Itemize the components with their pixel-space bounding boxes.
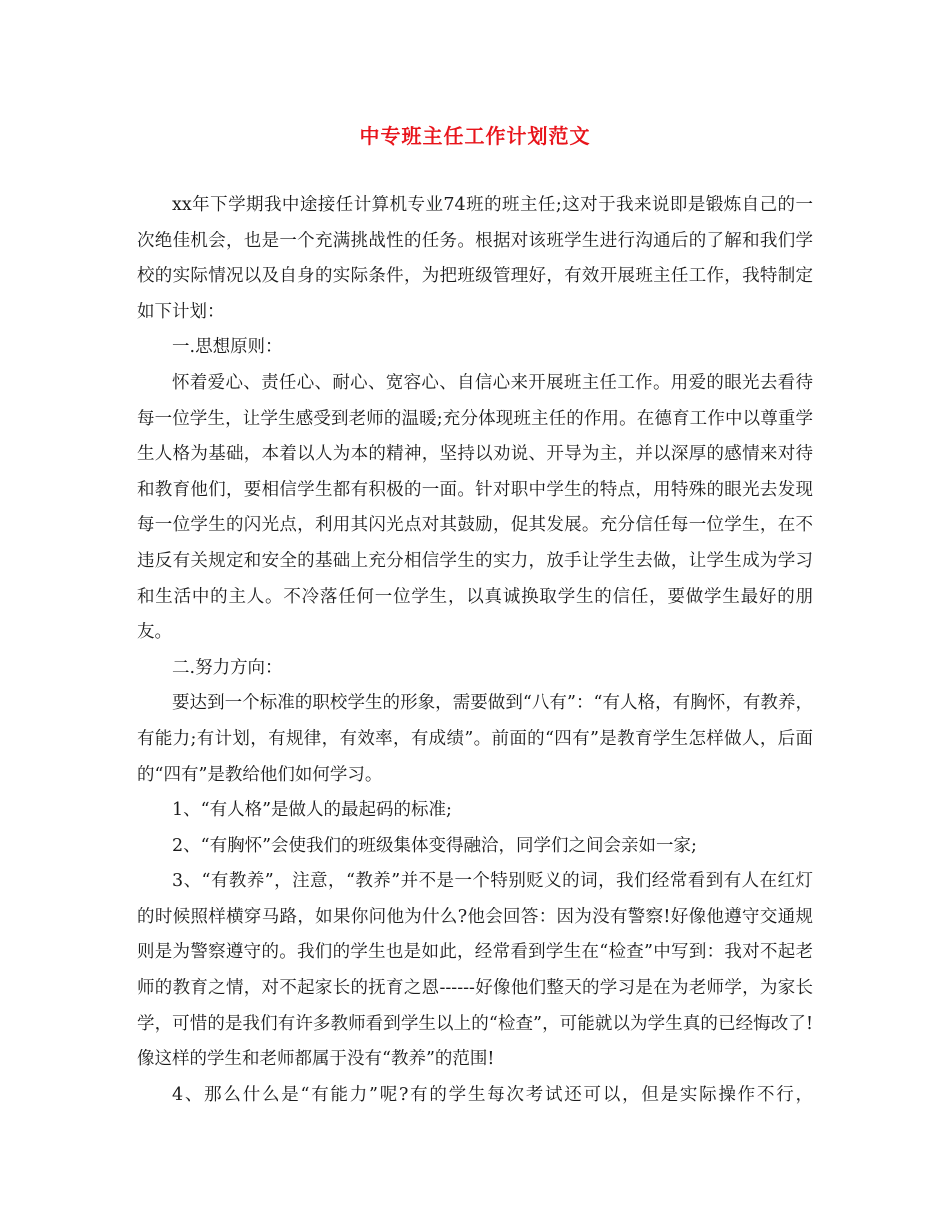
document-title: 中专班主任工作计划范文	[359, 124, 591, 148]
list-item-1: 1、“有人格”是做人的最起码的标准;	[172, 800, 452, 821]
section-heading-principles: 一.思想原则：	[172, 337, 283, 358]
document-body	[137, 188, 813, 1113]
list-item-3: 3、“有教养”，注意，“教养”并不是一个特别贬义的词，我们经常看到有人在红灯的时候照样横穿马路，如果你问他为什么?他会回答：因为没有警察!好像他遵守交通规则是为警察遵守的。我们的学生也是如此，经常看到学生在“检查”中写到：我对不起老师的教育之情，对不起家长的抚育之恩------好像他们整天的学习是在为老师学，为家长学，可惜的是我们有许多教师看到学生以上的“检查”，可能就以为学生真的已经悔改了!像这样的学生和老师都属于没有“教养”的范围!	[137, 871, 813, 1070]
list-item-4: 4、那么什么是“有能力”呢?有的学生每次考试还可以，但是实际操作不行，	[172, 1084, 813, 1105]
paragraph-intro: xx年下学期我中途接任计算机专业74班的班主任;这对于我来说即是锻炼自己的一次绝佳机会，也是一个充满挑战性的任务。根据对该班学生进行沟通后的了解和我们学校的实际情况以及自身的实际条件，为把班级管理好，有效开展班主任工作，我特制定如下计划：	[137, 195, 813, 322]
section-heading-direction: 二.努力方向：	[172, 657, 283, 678]
list-item-2: 2、“有胸怀”会使我们的班级集体变得融洽，同学们之间会亲如一家;	[172, 835, 697, 856]
paragraph-direction: 要达到一个标准的职校学生的形象，需要做到“八有”：“有人格，有胸怀，有教养，有能力;有计划，有规律，有效率，有成绩”。前面的“四有”是教育学生怎样做人，后面的“四有”是教给他们如何学习。	[137, 693, 813, 785]
paragraph-principles: 怀着爱心、责任心、耐心、宽容心、自信心来开展班主任工作。用爱的眼光去看待每一位学生，让学生感受到老师的温暖;充分体现班主任的作用。在德育工作中以尊重学生人格为基础，本着以人为本的精神，坚持以劝说、开导为主，并以深厚的感情来对待和教育他们，要相信学生都有积极的一面。针对职中学生的特点，用特殊的眼光去发现每一位学生的闪光点，利用其闪光点对其鼓励，促其发展。充分信任每一位学生，在不违反有关规定和安全的基础上充分相信学生的实力，放手让学生去做，让学生成为学习和生活中的主人。不冷落任何一位学生，以真诚换取学生的信任，要做学生最好的朋友。	[137, 372, 813, 643]
